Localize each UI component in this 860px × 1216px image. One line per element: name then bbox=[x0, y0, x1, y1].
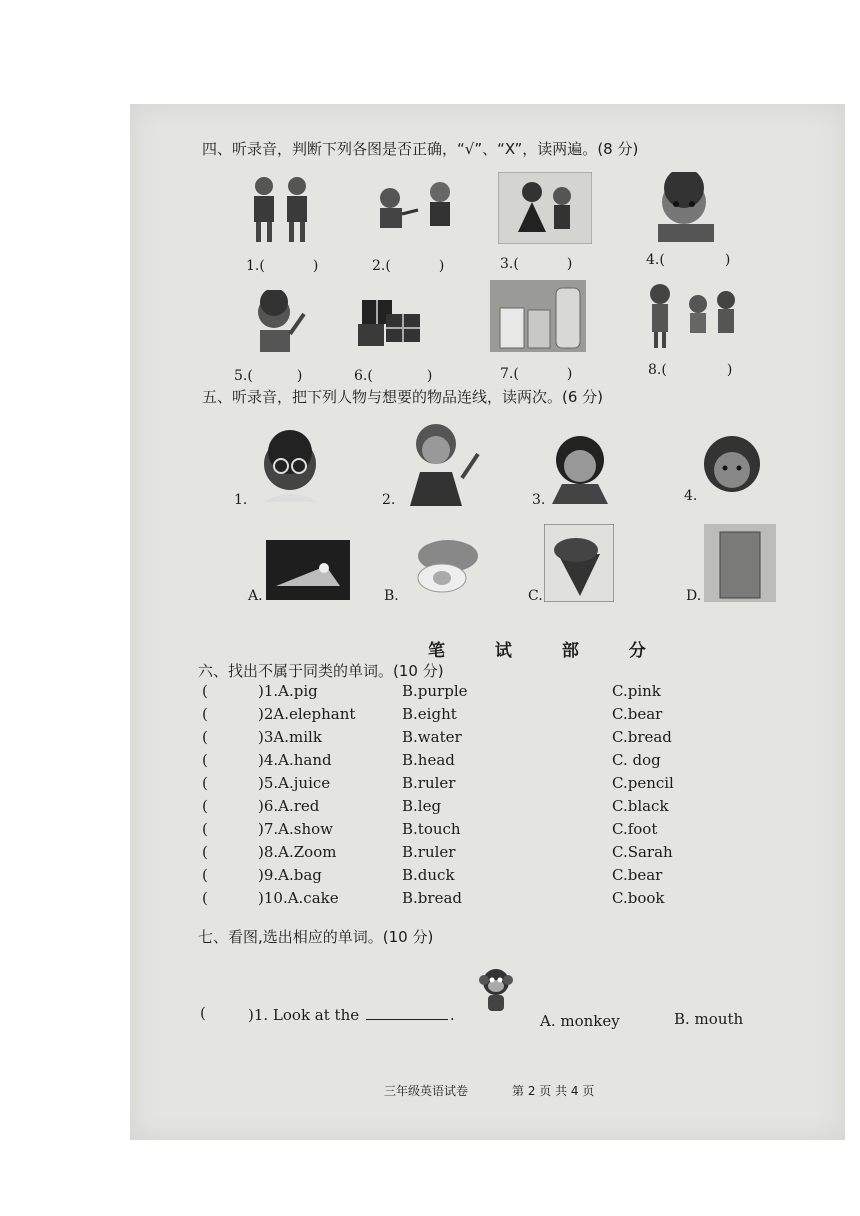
option-a: )4.A.hand bbox=[258, 751, 332, 769]
option-c: C.book bbox=[612, 889, 665, 907]
section7-heading: 七、看图,选出相应的单词。(10 分) bbox=[198, 928, 434, 946]
option-a: )5.A.juice bbox=[258, 774, 331, 792]
option-b: B.water bbox=[402, 728, 462, 746]
exam-paper bbox=[130, 104, 845, 1140]
answer-paren: ( bbox=[202, 705, 208, 723]
option-b: B.eight bbox=[402, 705, 457, 723]
answer-paren: ( bbox=[202, 774, 208, 792]
option-a: )2A.elephant bbox=[258, 705, 356, 723]
s5-person-2-label: 2. bbox=[382, 492, 396, 508]
s4-item-3: 3.( ) bbox=[500, 256, 573, 272]
section5-heading: 五、听录音，把下列人物与想要的物品连线，读两次。(6 分) bbox=[202, 388, 604, 406]
s5-person-1-label: 1. bbox=[234, 492, 248, 508]
option-a: )8.A.Zoom bbox=[258, 843, 337, 861]
option-c: C.black bbox=[612, 797, 669, 815]
option-b: B.leg bbox=[402, 797, 442, 815]
answer-blank[interactable] bbox=[366, 1007, 448, 1020]
option-c: C. dog bbox=[612, 751, 661, 769]
answer-paren: ( bbox=[202, 751, 208, 769]
option-b: B.ruler bbox=[402, 774, 456, 792]
s4-item-8: 8.( ) bbox=[648, 362, 733, 378]
boy-waving-picture bbox=[248, 290, 308, 356]
answer-paren: ( bbox=[202, 843, 208, 861]
s5-thing-c-label: C. bbox=[528, 588, 543, 604]
s5-thing-a-label: A. bbox=[248, 588, 263, 604]
option-c: C.Sarah bbox=[612, 843, 673, 861]
monkey-icon bbox=[476, 966, 516, 1014]
children-meeting-picture bbox=[644, 280, 740, 352]
s7-q1-text: )1. Look at the . bbox=[248, 1006, 455, 1024]
s4-item-5: 5.( ) bbox=[234, 368, 303, 384]
option-c: C.bear bbox=[612, 866, 663, 884]
s7-option-a: A. monkey bbox=[540, 1012, 620, 1030]
option-c: C.bear bbox=[612, 705, 663, 723]
s4-item-1: 1.( ) bbox=[246, 258, 319, 274]
option-b: B.bread bbox=[402, 889, 462, 907]
milk-bottle-picture bbox=[490, 280, 586, 352]
s5-person-4-label: 4. bbox=[684, 488, 698, 504]
option-a: )10.A.cake bbox=[258, 889, 339, 907]
teacher-girl-picture bbox=[498, 172, 592, 244]
option-a: )9.A.bag bbox=[258, 866, 322, 884]
option-b: B.ruler bbox=[402, 843, 456, 861]
answer-paren: ( bbox=[202, 797, 208, 815]
option-b: B.touch bbox=[402, 820, 461, 838]
boy-glasses-picture bbox=[254, 430, 328, 502]
option-a: )1.A.pig bbox=[258, 682, 318, 700]
option-b: B.purple bbox=[402, 682, 468, 700]
boy-smiling-picture bbox=[698, 430, 770, 502]
s4-item-2: 2.( ) bbox=[372, 258, 445, 274]
s5-thing-b-label: B. bbox=[384, 588, 399, 604]
option-c: C.pencil bbox=[612, 774, 674, 792]
option-c: C.foot bbox=[612, 820, 658, 838]
option-c: C.pink bbox=[612, 682, 661, 700]
answer-paren: ( bbox=[202, 820, 208, 838]
woman-waving-picture bbox=[396, 420, 486, 506]
footer-subject: 三年级英语试卷 bbox=[384, 1084, 469, 1098]
s5-thing-d-label: D. bbox=[686, 588, 702, 604]
answer-paren: ( bbox=[202, 682, 208, 700]
children-greeting-picture bbox=[370, 180, 466, 242]
written-part-title: 笔 试 部 分 bbox=[428, 641, 668, 661]
option-a: )3A.milk bbox=[258, 728, 322, 746]
two-children-picture bbox=[242, 174, 322, 246]
s4-item-6: 6.( ) bbox=[354, 368, 433, 384]
ice-cream-picture bbox=[544, 524, 614, 602]
option-c: C.bread bbox=[612, 728, 672, 746]
bread-egg-picture bbox=[410, 536, 490, 596]
s7-option-b: B. mouth bbox=[674, 1010, 744, 1028]
s4-item-4: 4.( ) bbox=[646, 252, 731, 268]
answer-paren: ( bbox=[202, 728, 208, 746]
answer-paren: ( bbox=[202, 866, 208, 884]
s7-q1-paren: ( bbox=[200, 1004, 206, 1022]
girl-picture bbox=[542, 432, 618, 504]
option-b: B.head bbox=[402, 751, 455, 769]
section4-heading: 四、听录音，判断下列各图是否正确，“√”、“X”，读两遍。(8 分) bbox=[202, 140, 639, 158]
option-a: )6.A.red bbox=[258, 797, 320, 815]
s4-item-7: 7.( ) bbox=[500, 366, 573, 382]
s5-person-3-label: 3. bbox=[532, 492, 546, 508]
option-b: B.duck bbox=[402, 866, 455, 884]
gift-boxes-picture bbox=[356, 294, 436, 350]
section6-heading: 六、找出不属于同类的单词。(10 分) bbox=[198, 662, 444, 680]
answer-paren: ( bbox=[202, 889, 208, 907]
glass-of-water-picture bbox=[704, 524, 776, 602]
cake-picture bbox=[266, 540, 350, 600]
footer-page: 第 2 页 共 4 页 bbox=[512, 1084, 595, 1098]
option-a: )7.A.show bbox=[258, 820, 333, 838]
boy-eating-picture bbox=[648, 172, 728, 244]
